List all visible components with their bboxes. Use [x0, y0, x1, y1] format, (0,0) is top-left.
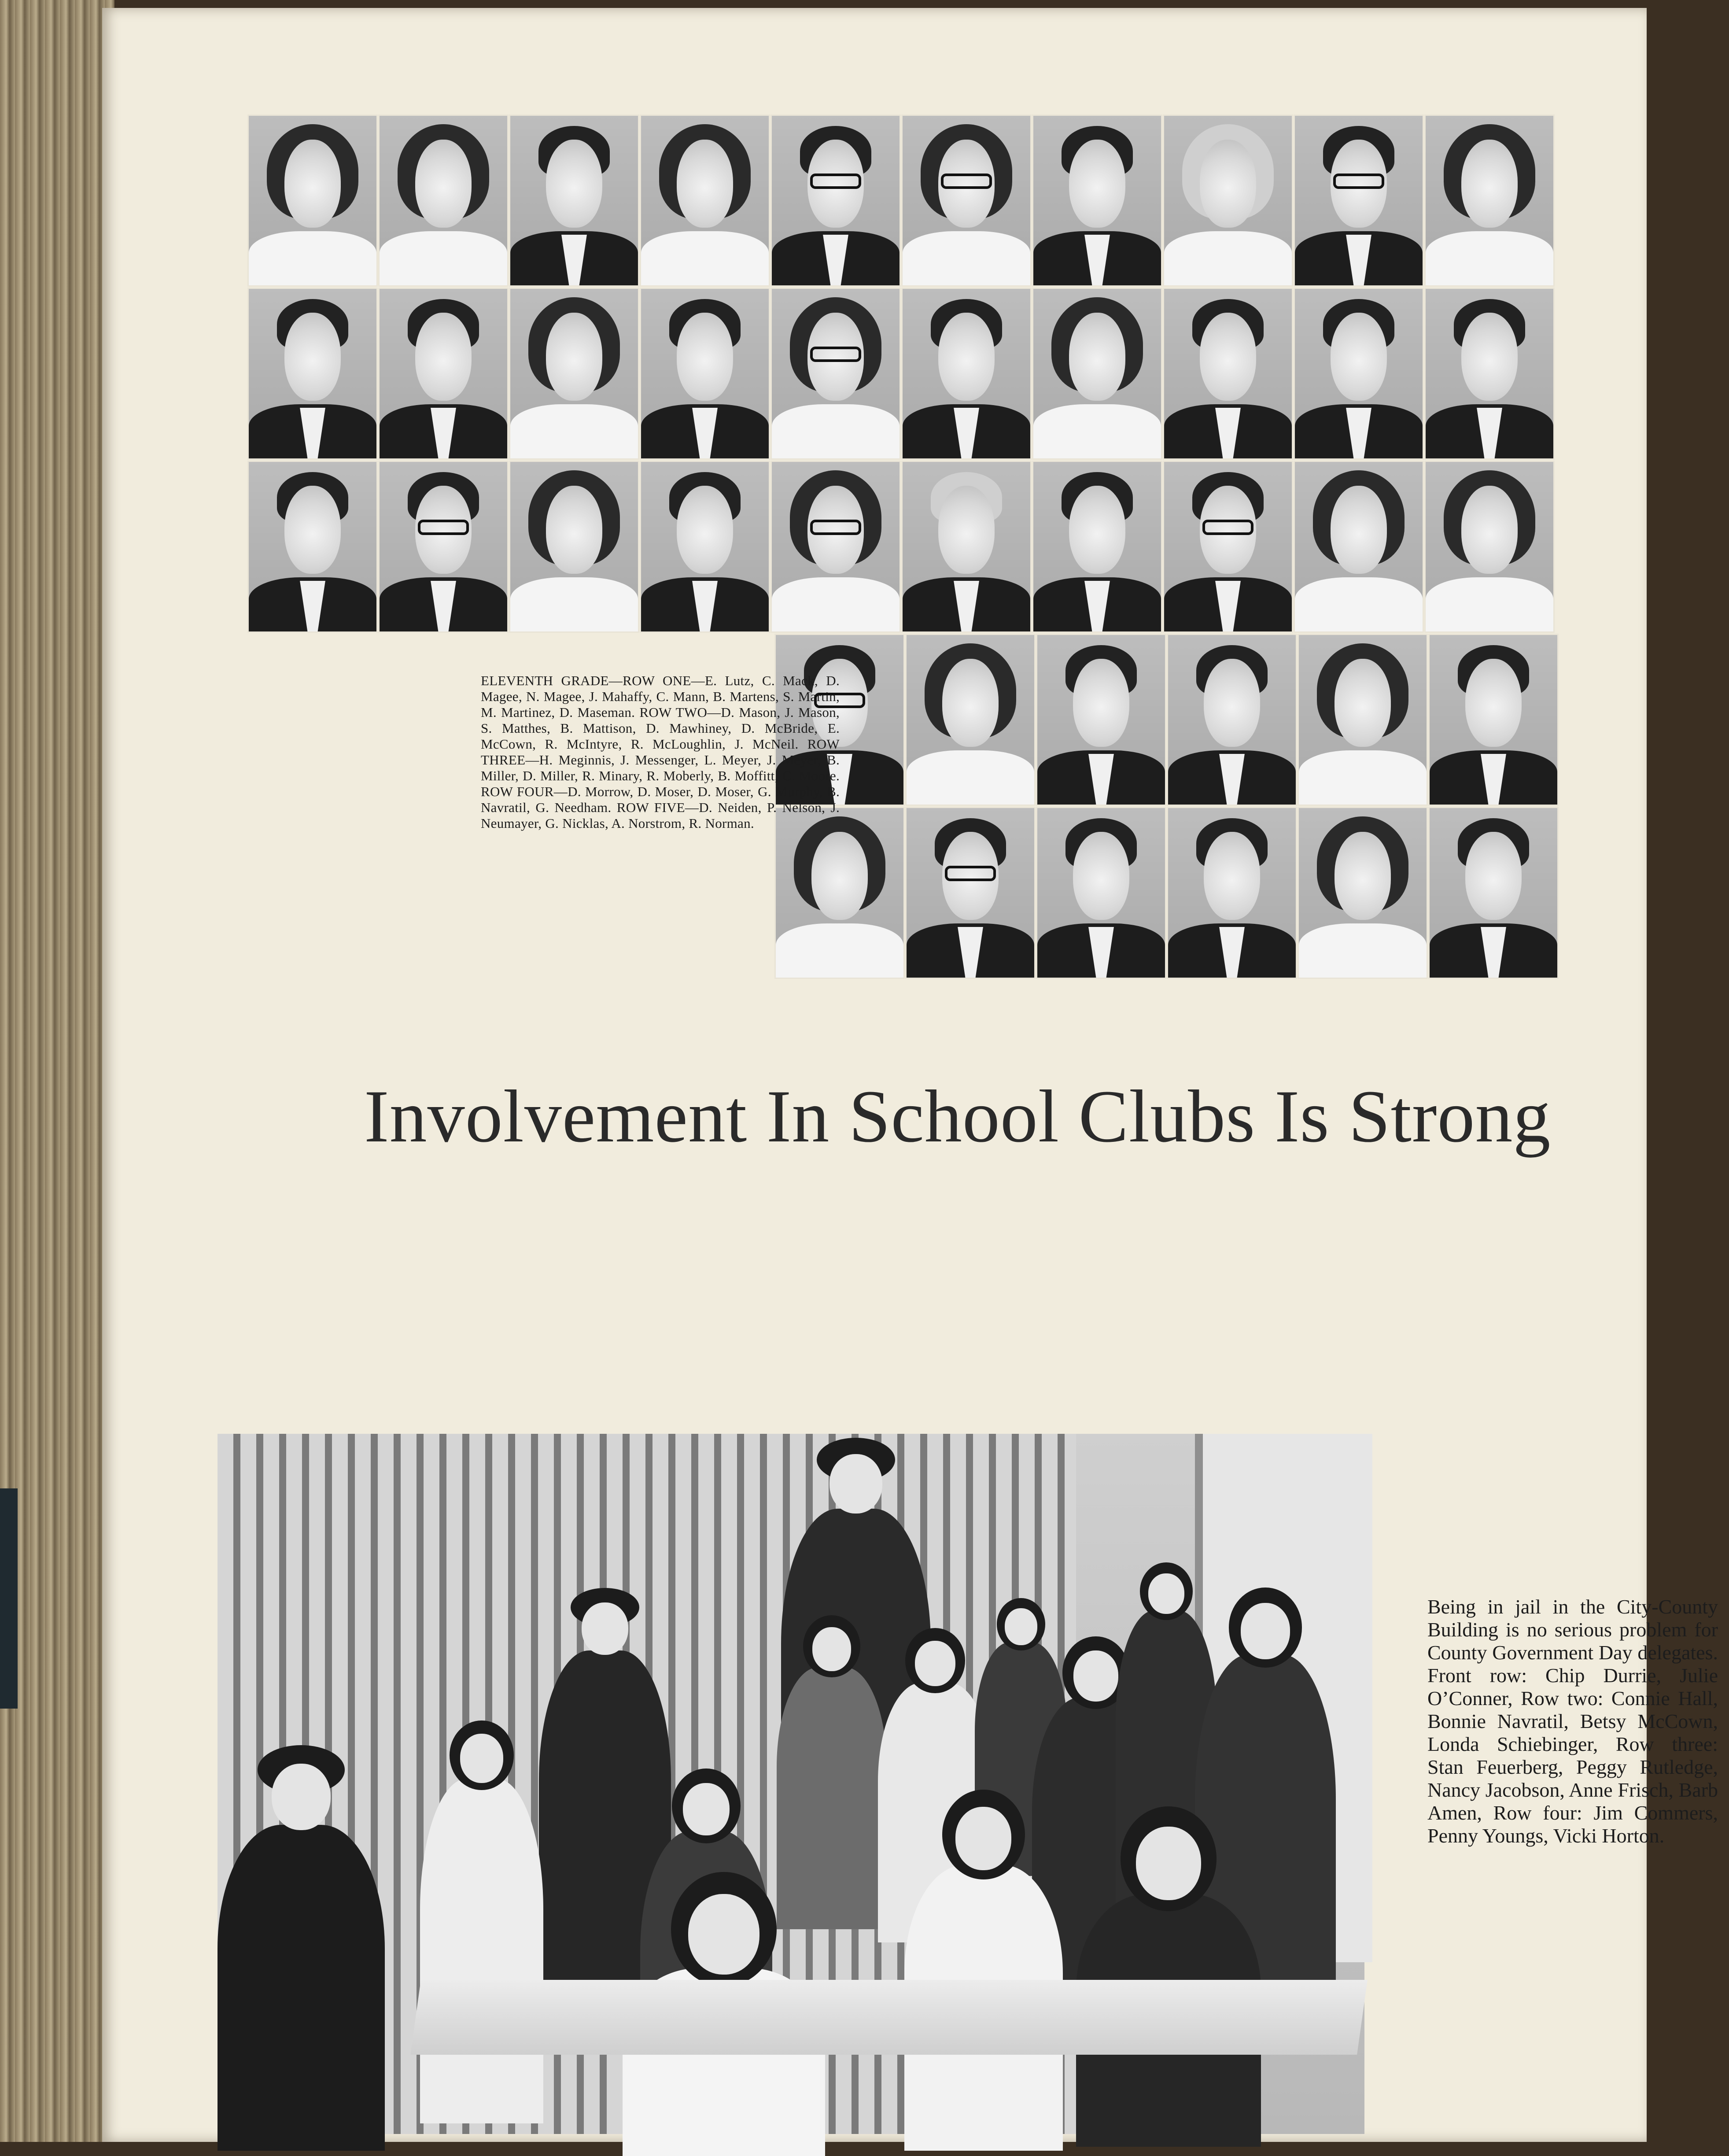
student-portrait [770, 288, 901, 460]
student-portrait [770, 461, 901, 633]
student-portrait [1163, 288, 1293, 460]
student-portrait [1167, 634, 1297, 806]
student-portrait [905, 807, 1036, 979]
book-spine-band [0, 1488, 18, 1709]
student-portrait [1298, 807, 1428, 979]
student-portrait [640, 461, 770, 633]
student-portrait [1163, 114, 1293, 287]
photo-table [410, 1980, 1368, 2055]
student-portrait [378, 288, 509, 460]
student-portrait [1167, 807, 1297, 979]
student-portrait [1294, 114, 1424, 287]
book-page-edges [0, 0, 114, 2142]
student-portrait [247, 288, 378, 460]
student-portrait [640, 114, 770, 287]
student-portrait [901, 114, 1032, 287]
student-portrait [1428, 807, 1559, 979]
student-portrait [1036, 807, 1166, 979]
student-portrait [1036, 634, 1166, 806]
student-portrait [1032, 288, 1162, 460]
student-figure [420, 1724, 543, 2121]
student-portrait [1294, 461, 1424, 633]
student-portrait [1424, 288, 1555, 460]
student-portrait [509, 461, 639, 633]
student-portrait [774, 807, 905, 979]
student-portrait [378, 114, 509, 287]
student-portrait [247, 461, 378, 633]
student-portrait [640, 288, 770, 460]
student-portrait [905, 634, 1036, 806]
yearbook-page [102, 8, 1718, 2142]
page-headline: Involvement In School Clubs Is Strong [364, 1075, 1551, 1158]
student-portrait [1428, 634, 1559, 806]
student-portrait [1298, 634, 1428, 806]
student-figure [904, 1795, 1063, 2147]
student-portrait [509, 114, 639, 287]
student-portrait [770, 114, 901, 287]
group-photo [218, 1434, 1364, 2134]
student-portrait [1163, 461, 1293, 633]
student-portrait [1032, 114, 1162, 287]
student-portrait [1294, 288, 1424, 460]
student-portrait [247, 114, 378, 287]
group-photo-caption: Being in jail in the City-County Building is no serious problem for County Government Day delegates. Front row: Chip Durrie, Julie O’Conner, Row two: Connie Hall, Bonnie Navratil, Betsy McCown, Londa Schiebinger, Row three: Stan Feuerberg, Peggy Rutledge, Nancy Jacobson, Anne Frisch, Barb Amen, Row four: Jim Commers, Penny Youngs, Vicki Horton. [1427, 1595, 1718, 1847]
student-portrait [901, 288, 1032, 460]
student-portrait [378, 461, 509, 633]
portrait-caption: ELEVENTH GRADE—ROW ONE—E. Lutz, C. Mack, D. Magee, N. Magee, J. Mahaffy, C. Mann, B. Martens, S. Martin, M. Martinez, D. Maseman. ROW TWO—D. Mason, J. Mason, S. Matthes, B. Mattison, D. Mawhiney, D. McBride, E. McCown, R. McIntyre, R. McLoughlin, J. McNeil. ROW THREE—H. Meginnis, J. Messenger, L. Meyer, J. Meyer, B. Miller, D. Miller, R. Minary, R. Moberly, B. Moffitt, C. Moore. ROW FOUR—D. Morrow, D. Moser, D. Moser, G. Murphy, B. Navratil, G. Needham. ROW FIVE—D. Neiden, P. Nelson, J. Neumayer, G. Nicklas, A. Norstrom, R. Norman. [481, 673, 840, 831]
student-figure [218, 1751, 385, 2147]
student-portrait [1424, 461, 1555, 633]
student-figure [1076, 1813, 1261, 2143]
student-portrait [509, 288, 639, 460]
student-portrait [901, 461, 1032, 633]
student-portrait [1032, 461, 1162, 633]
student-portrait [1424, 114, 1555, 287]
